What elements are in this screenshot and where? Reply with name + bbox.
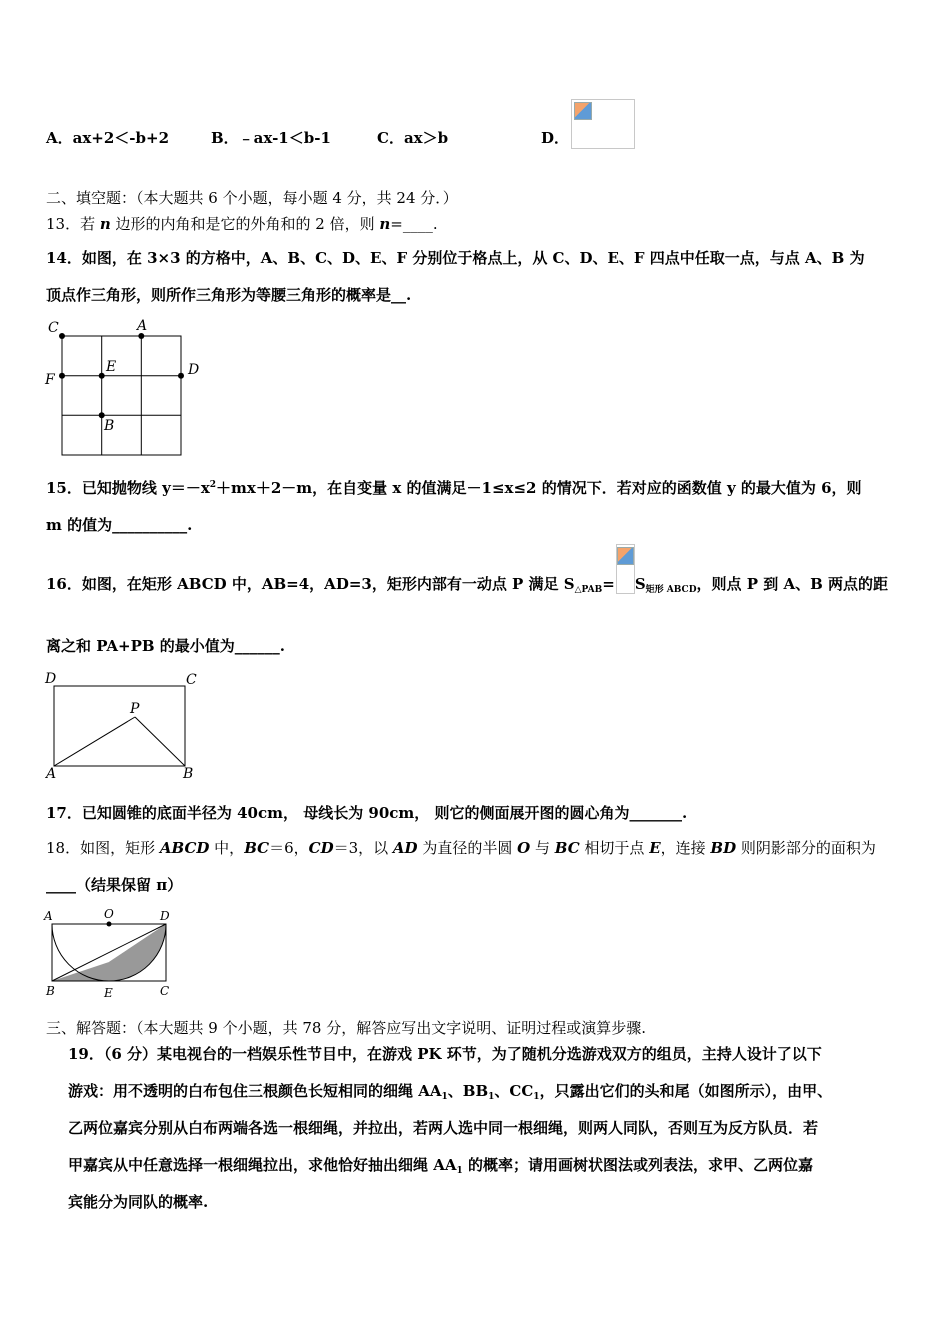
q18-bd: BD — [710, 839, 737, 857]
question-19-line-2 — [68, 1080, 832, 1102]
label-a: A — [137, 318, 148, 334]
question-15-line-2: m 的值为__________. — [46, 516, 193, 534]
image-placeholder-icon — [574, 102, 592, 120]
label-b: B — [46, 984, 55, 998]
q16-sub-rect: 矩形 ABCD — [645, 585, 697, 595]
q18-cd: CD — [308, 839, 334, 857]
label-e: E — [104, 986, 113, 1000]
q15-superscript: 2 — [209, 480, 217, 490]
point-c — [59, 333, 65, 339]
question-16-line-2: 离之和 PA+PB 的最小值为______. — [46, 637, 286, 655]
q19-sub-1: 1 — [441, 1092, 448, 1102]
broken-image-d — [571, 99, 635, 149]
question-15-line-1 — [46, 477, 862, 498]
q19-text-4b: 的概率；请用画树状图法或列表法，求甲、乙两位嘉 — [462, 1156, 814, 1174]
label-o: O — [104, 907, 114, 921]
q18-ad: AD — [392, 839, 418, 857]
point-d — [178, 373, 184, 379]
label-d: D — [160, 909, 170, 923]
q19-text-2d: ，只露出它们的头和尾（如图所示），由甲、 — [539, 1082, 833, 1100]
label-a: A — [46, 766, 57, 782]
q19-text-2a: 游戏：用不透明的白布包住三根颜色长短相同的细绳 AA — [68, 1082, 442, 1100]
q18-abcd: ABCD — [159, 839, 210, 857]
label-d: D — [45, 671, 57, 687]
label-b: B — [183, 766, 194, 782]
option-d: D． — [541, 129, 570, 147]
label-p: P — [130, 701, 140, 717]
segment-pa — [54, 717, 135, 766]
q18-text-3: ＝6， — [269, 839, 309, 857]
q18-semicircle-figure — [40, 903, 190, 1003]
segment-pb — [135, 717, 185, 766]
q18-bc: BC — [244, 839, 270, 857]
grid-border — [62, 336, 181, 455]
question-14-line-1: 14．如图，在 3×3 的方格中，A、B、C、D、E、F 分别位于格点上，从 C、D、E、F 四点中任取一点，与点 A、B 为 — [46, 249, 865, 267]
q18-text-9: 则阴影部分的面积为 — [736, 839, 876, 857]
section-3-title: 三、解答题：（本大题共 9 个小题，共 78 分，解答应写出文字说明、证明过程或演算步骤. — [46, 1019, 646, 1037]
q13-text-1: 13．若 — [46, 215, 100, 233]
q16-text-1: 16．如图，在矩形 ABCD 中，AB=4，AD=3，矩形内部有一动点 P 满足 S — [46, 575, 575, 593]
label-b: B — [104, 418, 115, 434]
q18-text-1: 18．如图，矩形 — [46, 839, 160, 857]
label-d: D — [188, 362, 200, 378]
q18-o: O — [517, 839, 531, 857]
label-f: F — [45, 372, 55, 388]
q16-equals: = — [602, 575, 615, 593]
q14-grid-figure — [40, 316, 210, 462]
q18-text-7: 相切于点 — [579, 839, 650, 857]
broken-image-fraction — [616, 544, 635, 594]
question-19-line-1: 19．（6 分）某电视台的一档娱乐性节目中，在游戏 PK 环节，为了随机分选游戏双方的组员，主持人设计了以下 — [68, 1045, 822, 1063]
q18-text-6: 与 — [530, 839, 555, 857]
label-e: E — [106, 359, 117, 375]
section-2-title: 二、填空题：（本大题共 6 个小题，每小题 4 分，共 24 分．） — [46, 189, 458, 207]
q16-sub-pab: △PAB — [574, 585, 603, 595]
label-c: C — [186, 672, 197, 688]
q13-var-n: n — [99, 215, 111, 233]
q13-text-3: =____. — [390, 215, 438, 233]
question-13 — [46, 213, 438, 234]
q13-var-n2: n — [379, 215, 391, 233]
question-19-line-4 — [68, 1154, 813, 1176]
shaded-region-3 — [52, 962, 109, 981]
option-c: C．ax＞b — [377, 129, 449, 147]
q19-text-2b: 、BB — [447, 1082, 489, 1100]
q16-text-4: ，则点 P 到 A、B 两点的距 — [696, 575, 889, 593]
label-c: C — [160, 984, 170, 998]
image-placeholder-icon — [617, 547, 634, 565]
point-o — [107, 922, 112, 927]
q15-text-1: 15．已知抛物线 y＝－x — [46, 479, 210, 497]
question-19-line-3: 乙两位嘉宾分别从白布两端各选一根细绳，并拉出，若两人选中同一根细绳，则两人同队，否则互为反方队员．若 — [68, 1119, 819, 1137]
q19-sub-3: 1 — [533, 1092, 540, 1102]
option-a: A．ax+2＜-b+2 — [46, 129, 170, 147]
point-f — [59, 373, 65, 379]
question-17: 17．已知圆锥的底面半径为 40cm， 母线长为 90cm， 则它的侧面展开图的圆心角为_______. — [46, 804, 688, 822]
question-16-line-1 — [46, 573, 888, 595]
option-b: B．﹣ax-1＜b-1 — [211, 129, 331, 147]
q18-text-5: 为直径的半圆 — [417, 839, 518, 857]
question-19-line-5: 宾能分为同队的概率. — [68, 1193, 209, 1211]
q18-text-2: 中， — [209, 839, 245, 857]
question-18-line-1 — [46, 837, 876, 858]
q18-text-8: ，连接 — [660, 839, 711, 857]
point-e — [99, 373, 105, 379]
q13-text-2: 边形的内角和是它的外角和的 2 倍，则 — [110, 215, 380, 233]
q19-sub-2: 1 — [488, 1092, 495, 1102]
q18-e: E — [649, 839, 661, 857]
q19-text-2c: 、CC — [494, 1082, 534, 1100]
question-14-line-2: 顶点作三角形，则所作三角形为等腰三角形的概率是__. — [46, 286, 412, 304]
q19-sub-4: 1 — [456, 1166, 463, 1176]
label-a: A — [44, 909, 53, 923]
q16-rectangle-figure — [40, 668, 210, 784]
q15-text-2: ＋mx＋2－m，在自变量 x 的值满足－1≤x≤2 的情况下．若对应的函数值 y 的最大值为 6，则 — [216, 479, 862, 497]
q19-text-4a: 甲嘉宾从中任意选择一根细绳拉出，求他恰好抽出细绳 AA — [68, 1156, 457, 1174]
label-c: C — [48, 320, 59, 336]
q16-s: S — [634, 575, 646, 593]
question-18-line-2: ____（结果保留 π） — [46, 876, 183, 894]
q18-text-4: ＝3，以 — [333, 839, 393, 857]
q18-bc-2: BC — [554, 839, 580, 857]
